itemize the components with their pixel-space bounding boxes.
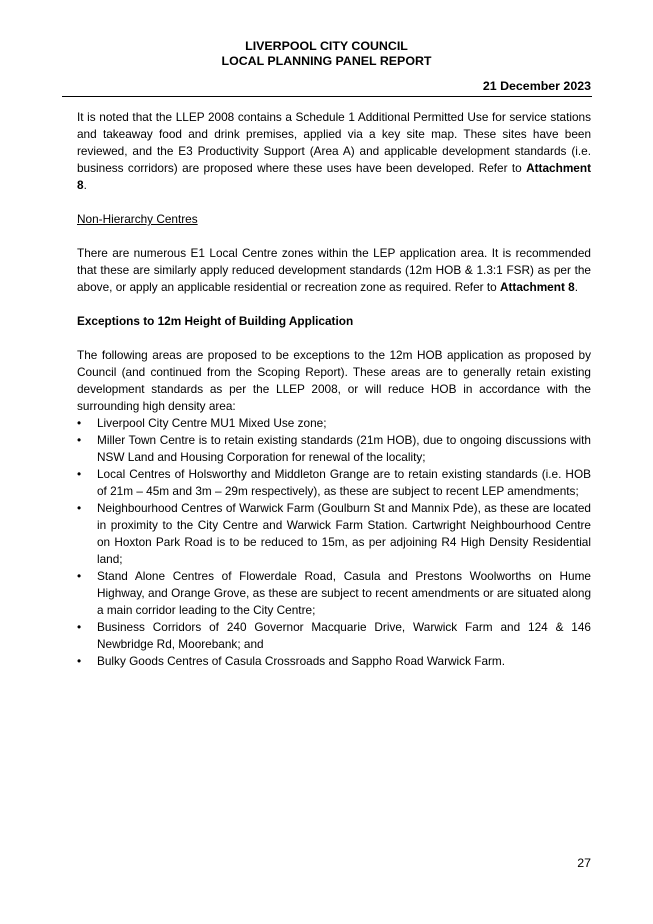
list-item [77, 568, 591, 619]
list-item [77, 500, 591, 568]
paragraph-text: It is noted that the LLEP 2008 contains a Schedule 1 Additional Permitted Use for service stations and takeaway food and drink premises, applied via a key site map. These sites have been reviewed, and the E3 Productivity Support (Area A) and applicable development standards (i.e. business corridors) are proposed where these uses have been developed. Refer to [77, 110, 591, 175]
report-header [0, 39, 653, 69]
section-heading-non-hierarchy: Non-Hierarchy Centres [77, 212, 198, 226]
list-item [77, 619, 591, 653]
paragraph-exceptions-intro: The following areas are proposed to be exceptions to the 12m HOB application as proposed by Council (and continued from the Scoping Report). These areas are to generally retain existing development standards as per the LLEP 2008, or will reduce HOB in accordance with the surrounding high density area: [77, 348, 591, 413]
list-item-text: Liverpool City Centre MU1 Mixed Use zone; [97, 416, 327, 430]
paragraph-schedule-1: It is noted that the LLEP 2008 contains a Schedule 1 Additional Permitted Use for service stations and takeaway food and drink premises, applied via a key site map. These sites have been reviewed, and the E3 Productivity Support (Area A) and applicable development standards (i.e. business corridors) are proposed where these uses have been developed. Refer to Attachment 8. [77, 110, 591, 192]
list-item-text: Stand Alone Centres of Flowerdale Road, Casula and Prestons Woolworths on Hume Highway, and Orange Grove, as these are subject to recent amendments or are situated along a main corridor leading to the City Centre; [97, 569, 591, 617]
bullet-icon: • [77, 569, 82, 583]
bullet-icon: • [77, 654, 82, 668]
bullet-icon: • [77, 620, 82, 634]
list-item-text: Business Corridors of 240 Governor Macquarie Drive, Warwick Farm and 124 & 146 Newbridge Rd, Moorebank; and [97, 620, 591, 651]
header-divider [62, 96, 592, 97]
report-date: 21 December 2023 [482, 79, 591, 93]
list-item-text: Neighbourhood Centres of Warwick Farm (Goulburn St and Mannix Pde), as these are located in proximity to the City Centre and Warwick Farm Station. Cartwright Neighbourhood Centre on Hoxton Park Road is to be reduced to 15m, as per adjoining R4 High Density Residential land; [97, 501, 591, 566]
paragraph-text: There are numerous E1 Local Centre zones within the LEP application area. It is recommended that these are similarly apply reduced development standards (12m HOB & 1.3:1 FSR) as per the above, or apply an applicable residential or recreation zone as required. Refer to [77, 246, 591, 294]
council-name: LIVERPOOL CITY COUNCIL [245, 39, 408, 53]
page-number: 27 [577, 856, 591, 870]
bullet-icon: • [77, 416, 82, 430]
attachment-reference: Attachment 8 [77, 161, 591, 192]
bullet-icon: • [77, 467, 82, 481]
document-body [77, 109, 591, 670]
list-item [77, 653, 591, 670]
list-item [77, 415, 591, 432]
list-item [77, 466, 591, 500]
section-heading-exceptions: Exceptions to 12m Height of Building Application [77, 314, 354, 328]
attachment-reference: Attachment 8 [499, 280, 575, 294]
paragraph-local-centres: There are numerous E1 Local Centre zones within the LEP application area. It is recommended that these are similarly apply reduced development standards (12m HOB & 1.3:1 FSR) as per the above, or apply an applicable residential or recreation zone as required. Refer to Attachment 8. [77, 246, 591, 294]
bullet-icon: • [77, 501, 82, 515]
list-item-text: Bulky Goods Centres of Casula Crossroads and Sappho Road Warwick Farm. [97, 654, 506, 668]
list-item-text: Miller Town Centre is to retain existing standards (21m HOB), due to ongoing discussions with NSW Land and Housing Corporation for renewal of the locality; [97, 433, 591, 464]
exceptions-list [77, 415, 591, 670]
list-item-text: Local Centres of Holsworthy and Middleton Grange are to retain existing standards (i.e. HOB of 21m – 45m and 3m – 29m respectively), as these are subject to recent LEP amendments; [97, 467, 591, 498]
bullet-icon: • [77, 433, 82, 447]
list-item [77, 432, 591, 466]
report-title: LOCAL PLANNING PANEL REPORT [221, 54, 432, 68]
